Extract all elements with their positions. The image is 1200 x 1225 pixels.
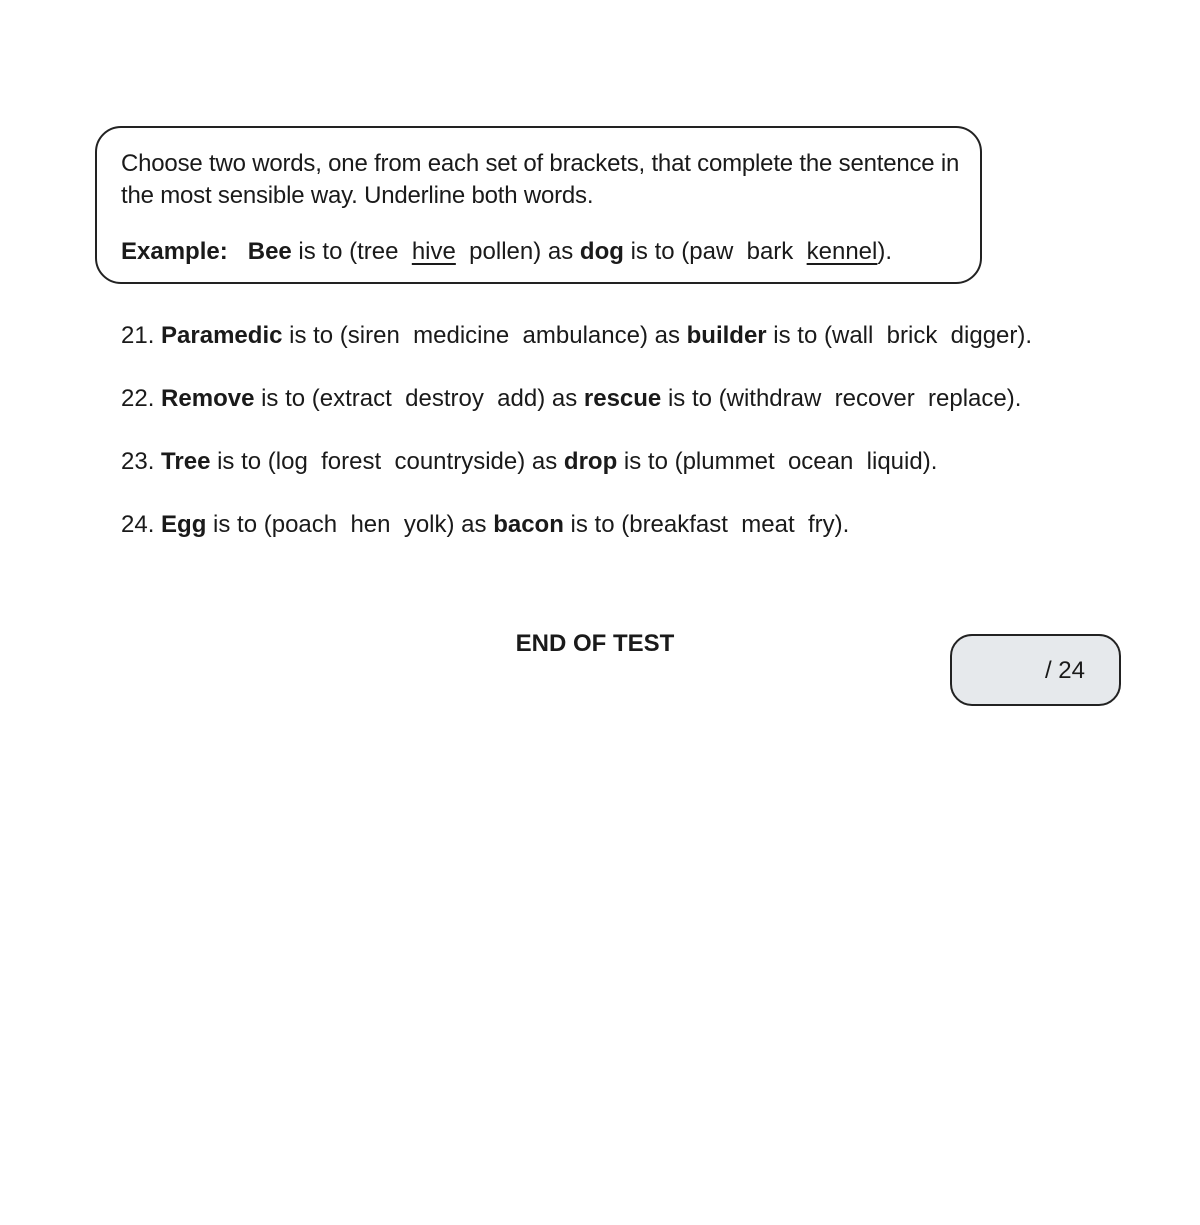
question-keyword: Paramedic [161,322,283,349]
question-keyword: bacon [493,511,564,538]
question-options[interactable]: is to (wall brick digger). [766,322,1033,349]
example-answer2: kennel [806,238,878,265]
end-of-test-label: END OF TEST [515,630,675,657]
question-keyword: drop [563,448,618,475]
example-word2: dog [579,238,624,265]
question-22[interactable] [121,383,1021,415]
instructions-text: Choose two words, one from each set of brackets, that complete the sentence in the most sensible way. Underline both words. [121,150,960,209]
question-options[interactable]: is to (log forest countryside) as [210,448,564,475]
example-label: Example: [121,238,228,265]
example-line [121,236,892,268]
question-options[interactable]: is to (siren medicine ambulance) as [282,322,687,349]
example-answer1: hive [411,238,456,265]
question-number: 24. [121,511,155,538]
question-24[interactable] [121,509,849,541]
question-keyword: Tree [161,448,211,475]
score-total: / 24 [1044,657,1085,684]
question-options[interactable]: is to (poach hen yolk) as [206,511,494,538]
question-keyword: rescue [583,385,662,412]
question-keyword: Egg [161,511,207,538]
question-keyword: Remove [161,385,255,412]
question-number: 22. [121,385,155,412]
example-text: is to (paw bark [623,238,807,265]
example-text: is to (tree [291,238,412,265]
question-23[interactable] [121,446,937,478]
question-keyword: builder [686,322,767,349]
example-text: ). [877,238,893,265]
question-options[interactable]: is to (extract destroy add) as [254,385,584,412]
question-options[interactable]: is to (breakfast meat fry). [563,511,850,538]
question-options[interactable]: is to (plummet ocean liquid). [617,448,938,475]
question-number: 21. [121,322,155,349]
question-number: 23. [121,448,155,475]
example-text: pollen) as [455,238,580,265]
question-21[interactable] [121,320,1032,352]
score-box[interactable] [950,634,1121,706]
example-word1: Bee [247,238,292,265]
question-options[interactable]: is to (withdraw recover replace). [661,385,1022,412]
